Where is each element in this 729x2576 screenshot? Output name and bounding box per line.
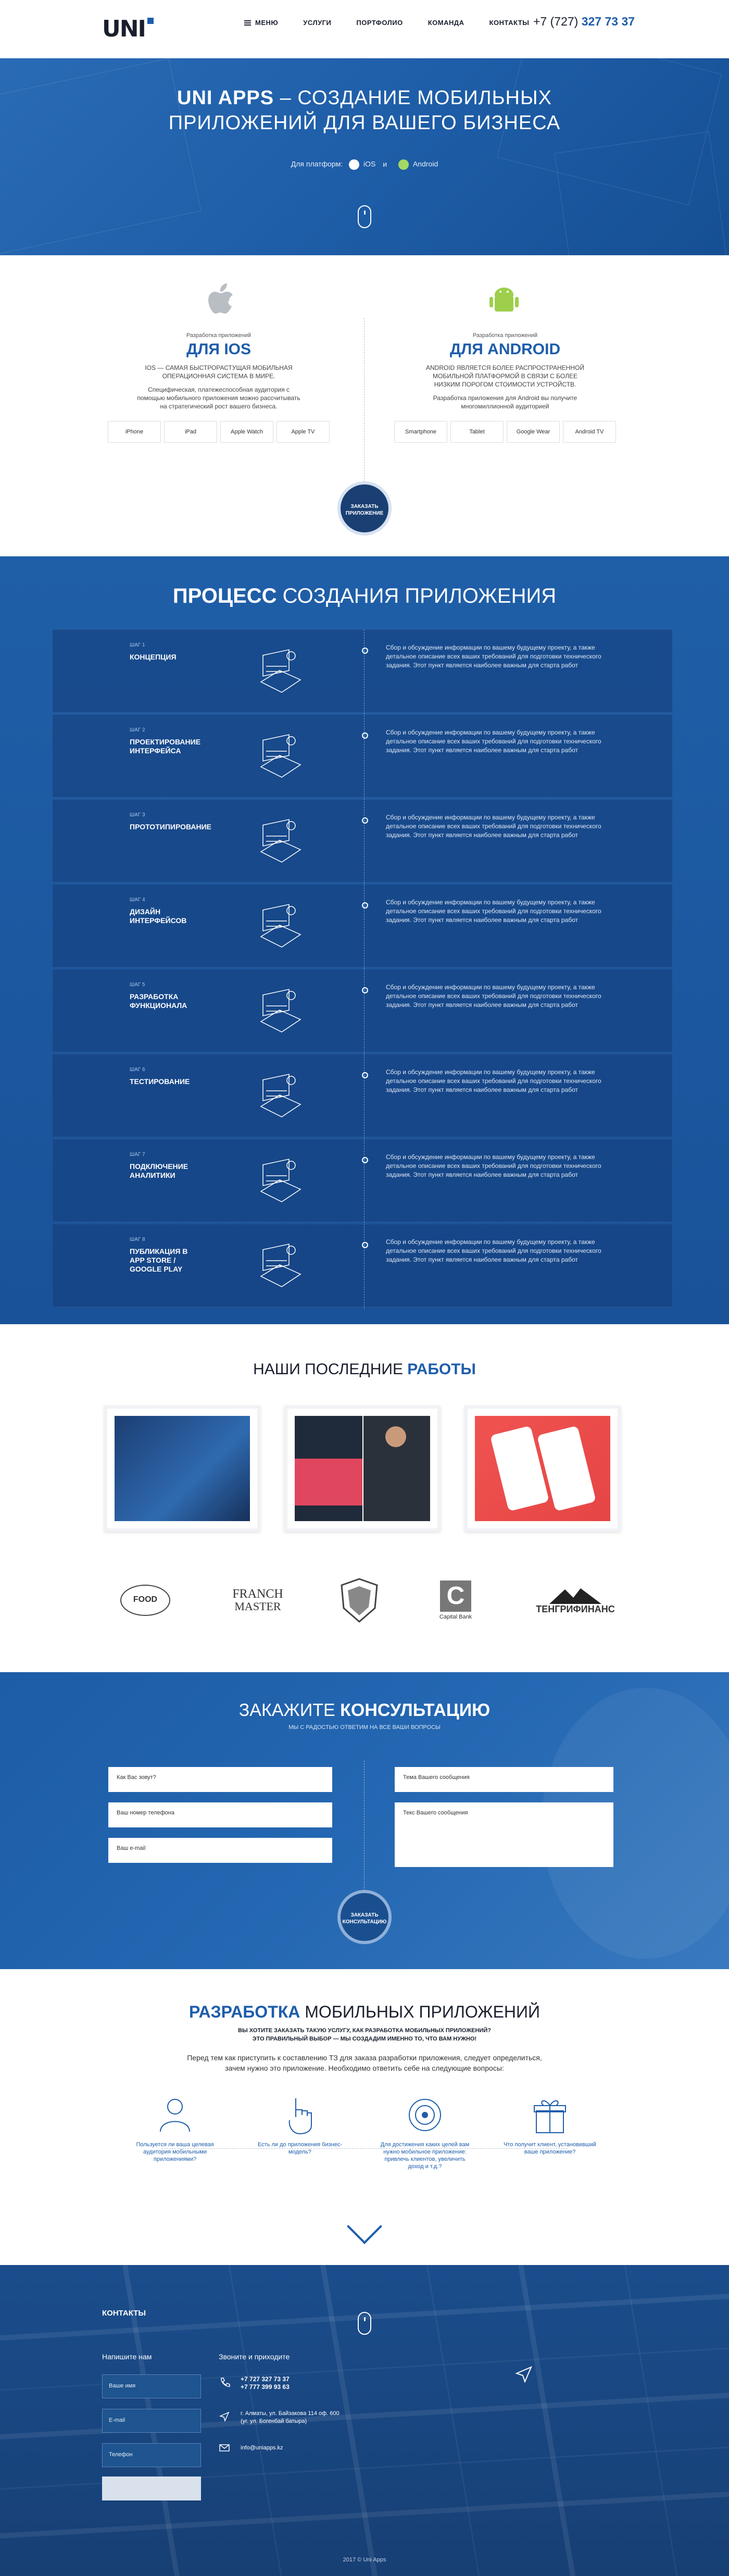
step-illustration-icon	[250, 1155, 308, 1207]
platform-ios[interactable]: iOS	[363, 159, 376, 168]
step-description: Сбор и обсуждение информации по вашему будущему проекту, а также детальное описание всех ваших требований для подготовки технического задания. Этот пункт является наиболее важным для старта работ	[386, 1238, 601, 1263]
food-logo-text: FOOD	[120, 1585, 170, 1616]
client-logo-food	[117, 1574, 174, 1626]
process-step	[52, 1224, 673, 1307]
menu-button[interactable]	[232, 19, 291, 27]
tag-apple-tv[interactable]: Apple TV	[276, 421, 330, 443]
dev-title-bold: РАЗРАБОТКА	[188, 2002, 300, 2021]
tag-apple-watch[interactable]: Apple Watch	[220, 421, 273, 443]
footer-name-input[interactable]: Ваше имя	[102, 2374, 201, 2398]
hamburger-icon	[244, 20, 251, 26]
capital-bank-icon: C	[440, 1581, 471, 1612]
hero-title-line2: ПРИЛОЖЕНИЙ ДЛЯ ВАШЕГО БИЗНЕСА	[168, 112, 561, 134]
logo-text: UNI	[102, 16, 145, 42]
mountain-icon	[549, 1586, 601, 1604]
client-logo-tengri	[526, 1574, 625, 1626]
android-icon	[398, 159, 409, 170]
process-step	[52, 714, 673, 798]
step-name: РАЗРАБОТКА ФУНКЦИОНАЛА	[130, 992, 187, 1010]
target-icon	[404, 2094, 446, 2136]
step-illustration-icon	[250, 1070, 308, 1122]
scroll-down-icon[interactable]	[358, 205, 371, 228]
android-label: Разработка приложений	[472, 332, 538, 339]
question-text: Для достижения каких целей вам нужно мобильное приложение: привлечь клиентов, увеличить доход и т.д.?	[380, 2142, 470, 2170]
ios-tags	[94, 421, 344, 443]
portfolio-image	[475, 1416, 610, 1521]
step-number: ШАГ 4	[130, 897, 145, 903]
dev-intro	[0, 2052, 729, 2073]
question-item	[128, 2094, 222, 2163]
step-illustration-icon	[250, 815, 308, 867]
call-label: Звоните и приходите	[219, 2353, 290, 2361]
question-item	[503, 2094, 597, 2156]
footer-section	[0, 2265, 729, 2576]
question-text: Что получит клиент, установивший ваше приложение?	[504, 2142, 596, 2155]
step-name: ПРОЕКТИРОВАНИЕ ИНТЕРФЕЙСА	[130, 738, 201, 755]
ios-desc-lead: IOS — САМАЯ БЫСТРОРАСТУЩАЯ МОБИЛЬНАЯ ОПЕРАЦИОННАЯ СИСТЕМА В МИРЕ.	[145, 364, 293, 380]
question-text: Пользуется ли ваша целевая аудитория мобильными приложениями?	[136, 2142, 214, 2162]
android-title: ДЛЯ ANDROID	[449, 341, 561, 358]
order-app-button[interactable]	[337, 481, 392, 536]
timeline-dot	[362, 732, 368, 739]
ios-label: Разработка приложений	[186, 332, 252, 339]
works-title-rest: НАШИ ПОСЛЕДНИЕ	[253, 1361, 408, 1378]
phone-icon	[219, 2376, 230, 2388]
timeline-dot	[362, 817, 368, 824]
tag-android-tv[interactable]: Android TV	[563, 421, 616, 443]
works-title-bold: РАБОТЫ	[407, 1361, 476, 1378]
process-step	[52, 969, 673, 1052]
footer-email-input[interactable]: E-mail	[102, 2409, 201, 2433]
hand-pointer-icon	[279, 2094, 321, 2136]
capital-bank-text: Capital Bank	[439, 1614, 472, 1620]
step-number: ШАГ 1	[130, 642, 145, 648]
copyright: 2017 © Uni Apps	[343, 2557, 386, 2563]
process-title-bold: ПРОЦЕСС	[172, 584, 277, 607]
phone-prefix: +7 (727)	[533, 15, 579, 28]
dev-title-rest: МОБИЛЬНЫХ ПРИЛОЖЕНИЙ	[300, 2002, 541, 2021]
portfolio-image	[295, 1459, 362, 1505]
step-illustration-icon	[250, 730, 308, 782]
step-name: КОНЦЕПЦИЯ	[130, 653, 177, 661]
timeline-dot	[362, 1242, 368, 1248]
platform-android[interactable]: Android	[412, 159, 438, 168]
tag-smartphone[interactable]: Smartphone	[394, 421, 447, 443]
footer-phone-input[interactable]: Телефон	[102, 2443, 201, 2467]
tag-iphone[interactable]: iPhone	[108, 421, 161, 443]
order-btn-line2: ПРИЛОЖЕНИЕ	[345, 511, 384, 516]
mail-icon	[219, 2442, 230, 2454]
header-phone[interactable]	[533, 15, 635, 29]
footer-phones[interactable]	[241, 2375, 290, 2391]
menu-label: МЕНЮ	[255, 19, 279, 27]
question-item	[253, 2094, 347, 2156]
tengri-text: ТЕНГРИФИНАНС	[536, 1603, 615, 1614]
step-name: ДИЗАЙН ИНТЕРФЕЙСОВ	[130, 907, 187, 925]
site-header	[0, 0, 729, 58]
dev-sub1: ВЫ ХОТИТЕ ЗАКАЗАТЬ ТАКУЮ УСЛУГУ, КАК РАЗРАБОТКА МОБИЛЬНЫХ ПРИЛОЖЕНИЙ?	[238, 2027, 491, 2034]
dev-section	[0, 1969, 729, 2265]
platforms-and: и	[383, 159, 387, 168]
step-number: ШАГ 5	[130, 982, 145, 988]
location-icon	[219, 2411, 230, 2422]
footer-title: КОНТАКТЫ	[102, 2309, 146, 2318]
shield-icon	[338, 1577, 380, 1624]
scroll-icon[interactable]	[358, 2312, 371, 2335]
step-illustration-icon	[250, 645, 308, 698]
android-desc-lead: ANDROID ЯВЛЯЕТСЯ БОЛЕЕ РАСПРОСТРАНЕННОЙ МОБИЛЬНОЙ ПЛАТФОРМОЙ В СВЯЗИ С БОЛЕЕ НИЗКИМ ПОРОГОМ СТОИМОСТИ УСТРОЙСТВ.	[426, 364, 584, 388]
process-step	[52, 799, 673, 882]
nav-item-contacts[interactable]: КОНТАКТЫ	[489, 19, 530, 27]
dev-sub2: ЭТО ПРАВИЛЬНЫЙ ВЫБОР — МЫ СОЗДАДИМ ИМЕННО ТО, ЧТО ВАМ НУЖНО!	[252, 2036, 477, 2042]
audience-icon	[154, 2094, 196, 2136]
order-btn-line1: ЗАКАЗАТЬ	[350, 504, 379, 509]
process-step	[52, 1054, 673, 1137]
hero-title-bold: UNI APPS	[177, 87, 274, 109]
dev-intro1: Перед тем как приступить к составлению ТЗ для заказа разработки приложения, следует определиться,	[187, 2054, 542, 2062]
step-description: Сбор и обсуждение информации по вашему будущему проекту, а также детальное описание всех ваших требований для подготовки технического задания. Этот пункт является наиболее важным для старта работ	[386, 644, 601, 669]
logo-square-icon	[147, 18, 154, 24]
consult-name-input[interactable]: Как Вас зовут?	[108, 1767, 332, 1792]
consult-title-rest: ЗАКАЖИТЕ	[238, 1700, 341, 1720]
timeline-dot	[362, 987, 368, 993]
timeline-dot	[362, 902, 368, 909]
step-description: Сбор и обсуждение информации по вашему будущему проекту, а также детальное описание всех ваших требований для подготовки технического задания. Этот пункт является наиболее важным для старта работ	[386, 729, 601, 754]
nav-item-services[interactable]: УСЛУГИ	[303, 19, 332, 27]
timeline-dot	[362, 648, 368, 654]
footer-phone1: +7 727 327 73 37	[241, 2375, 290, 2383]
consult-subtitle: МЫ С РАДОСТЬЮ ОТВЕТИМ НА ВСЕ ВАШИ ВОПРОСЫ	[288, 1724, 441, 1731]
site-logo[interactable]	[102, 16, 154, 42]
nav-item-team[interactable]: КОМАНДА	[428, 19, 464, 27]
apple-icon	[349, 159, 359, 170]
process-step	[52, 629, 673, 713]
dev-intro2: зачем нужно это приложение. Необходимо ответить себе на следующие вопросы:	[225, 2064, 504, 2072]
footer-address-line1: г. Алматы, ул. Байзакова 114 оф. 600	[241, 2410, 340, 2417]
process-title-rest: СОЗДАНИЯ ПРИЛОЖЕНИЯ	[276, 584, 557, 607]
step-description: Сбор и обсуждение информации по вашему будущему проекту, а также детальное описание всех ваших требований для подготовки технического задания. Этот пункт является наиболее важным для старта работ	[386, 984, 601, 1009]
consult-btn-line1: ЗАКАЗАТЬ	[350, 1912, 379, 1918]
android-desc: Разработка приложения для Android вы получите многомиллионной аудиторией	[433, 394, 577, 410]
hero-title-rest: – СОЗДАНИЕ МОБИЛЬНЫХ	[274, 87, 552, 109]
consult-section	[0, 1672, 729, 1969]
step-number: ШАГ 8	[130, 1237, 145, 1242]
process-step	[52, 1139, 673, 1222]
platforms-section	[0, 255, 729, 556]
hero-platforms	[0, 159, 729, 170]
write-us-label: Напишите нам	[102, 2353, 152, 2361]
timeline-dot	[362, 1072, 368, 1078]
ios-desc: Специфическая, платежеспособная аудитория с помощью мобильного приложения можно рассчитывать на стратегический рост вашего бизнеса.	[137, 386, 300, 410]
hero-title	[0, 85, 729, 135]
client-logo-franchmaster	[219, 1574, 297, 1626]
android-column	[380, 255, 630, 443]
portfolio-image	[385, 1426, 406, 1447]
footer-email[interactable]: info@uniapps.kz	[241, 2445, 283, 2451]
process-step	[52, 884, 673, 967]
step-number: ШАГ 2	[130, 727, 145, 733]
timeline-dot	[362, 1157, 368, 1163]
portfolio-card[interactable]	[284, 1405, 441, 1532]
portfolio-card[interactable]	[464, 1405, 621, 1532]
tag-tablet[interactable]: Tablet	[450, 421, 504, 443]
works-section	[0, 1324, 729, 1672]
consult-btn-line2: КОНСУЛЬТАЦИЮ	[342, 1919, 387, 1925]
location-arrow-icon	[514, 2365, 533, 2384]
portfolio-card[interactable]	[104, 1405, 260, 1532]
portfolio-image	[115, 1416, 250, 1521]
question-text: Есть ли до приложения бизнес-модель?	[257, 2142, 343, 2155]
consult-phone-input[interactable]: Ваш номер телефона	[108, 1802, 332, 1827]
step-name: ПОДКЛЮЧЕНИЕ АНАЛИТИКИ	[130, 1162, 188, 1179]
step-name: ПУБЛИКАЦИЯ В APP STORE / GOOGLE PLAY	[130, 1247, 188, 1273]
platforms-label: Для платформ:	[291, 159, 343, 168]
consult-subject-input[interactable]: Тема Вашего сообщения	[395, 1767, 613, 1792]
step-illustration-icon	[250, 985, 308, 1037]
gift-icon	[529, 2094, 571, 2136]
process-section	[0, 556, 729, 1324]
android-tags	[380, 421, 630, 443]
hero-section	[0, 58, 729, 255]
consult-title-bold: КОНСУЛЬТАЦИЮ	[340, 1700, 491, 1720]
client-logo-capital-bank	[427, 1574, 484, 1626]
ios-column	[94, 255, 344, 443]
footer-address	[241, 2410, 340, 2425]
footer-address-line2: (уг. ул. Богенбай батыра)	[241, 2418, 307, 2424]
chevron-down-icon[interactable]	[347, 2209, 382, 2244]
question-timeline	[161, 2148, 568, 2149]
phone-number: 327 73 37	[581, 15, 635, 28]
main-nav	[232, 19, 542, 27]
step-description: Сбор и обсуждение информации по вашему будущему проекту, а также детальное описание всех ваших требований для подготовки технического задания. Этот пункт является наиболее важным для старта работ	[386, 899, 601, 924]
ios-title: ДЛЯ IOS	[186, 341, 251, 358]
step-number: ШАГ 6	[130, 1067, 145, 1073]
footer-submit-button[interactable]	[102, 2477, 201, 2500]
works-title	[0, 1361, 729, 1378]
tag-google-wear[interactable]: Google Wear	[507, 421, 560, 443]
hero-deco-shape	[555, 131, 726, 255]
order-consult-button[interactable]	[337, 1890, 392, 1944]
step-description: Сбор и обсуждение информации по вашему будущему проекту, а также детальное описание всех ваших требований для подготовки технического задания. Этот пункт является наиболее важным для старта работ	[386, 814, 601, 839]
nav-item-portfolio[interactable]: ПОРТФОЛИО	[356, 19, 403, 27]
consult-title	[0, 1700, 729, 1721]
franch-text: FRANCH	[232, 1587, 283, 1601]
tag-ipad[interactable]: iPad	[164, 421, 217, 443]
footer-phone2: +7 777 399 93 63	[241, 2383, 290, 2391]
step-illustration-icon	[250, 900, 308, 952]
question-item	[378, 2094, 472, 2170]
step-description: Сбор и обсуждение информации по вашему будущему проекту, а также детальное описание всех ваших требований для подготовки технического задания. Этот пункт является наиболее важным для старта работ	[386, 1153, 601, 1178]
step-number: ШАГ 7	[130, 1152, 145, 1158]
step-name: ПРОТОТИПИРОВАНИЕ	[130, 823, 212, 831]
dev-title	[0, 2002, 729, 2022]
step-name: ТЕСТИРОВАНИЕ	[130, 1077, 190, 1086]
step-illustration-icon	[250, 1240, 308, 1292]
dev-subtitle	[0, 2026, 729, 2043]
consult-message-textarea[interactable]: Текс Вашего сообщения	[395, 1802, 613, 1867]
process-title	[0, 584, 729, 608]
master-text: MASTER	[234, 1600, 281, 1613]
consult-email-input[interactable]: Ваш e-mail	[108, 1838, 332, 1863]
client-logo-shield	[328, 1574, 391, 1626]
step-number: ШАГ 3	[130, 812, 145, 818]
step-description: Сбор и обсуждение информации по вашему будущему проекту, а также детальное описание всех ваших требований для подготовки технического задания. Этот пункт является наиболее важным для старта работ	[386, 1068, 601, 1093]
